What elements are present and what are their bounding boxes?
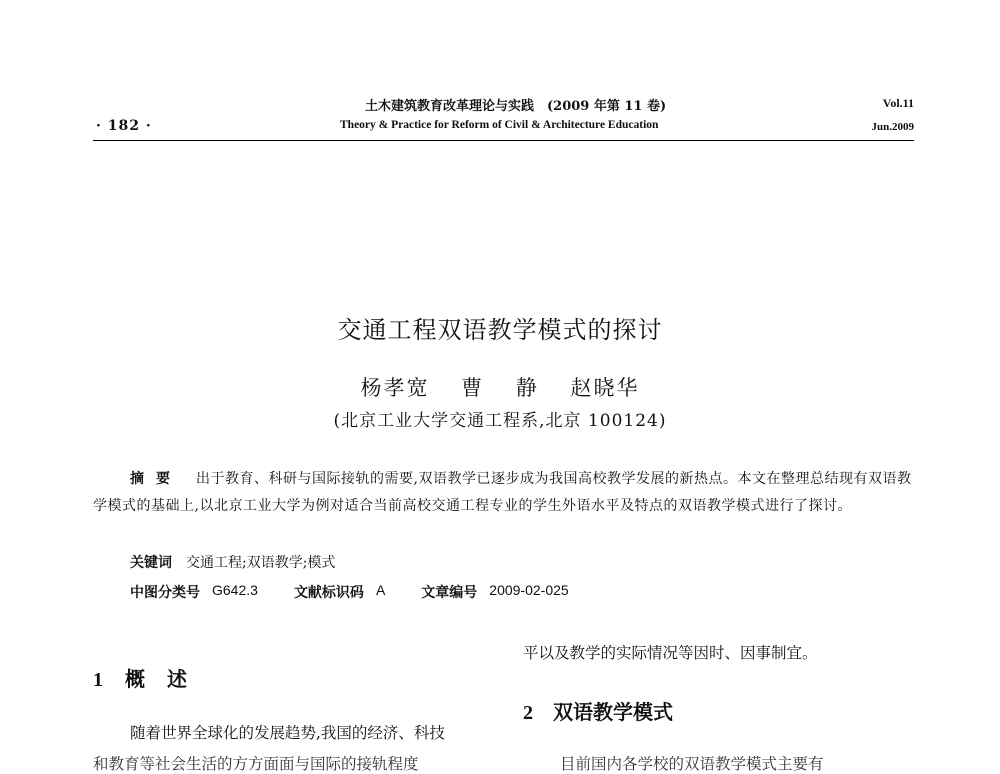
doc-code-label: 文献标识码: [293, 585, 364, 601]
volume-label: Vol.11: [882, 96, 914, 110]
keywords-line: [130, 552, 335, 572]
right-column-line: 平以及教学的实际情况等因时、因事制宜。: [523, 644, 818, 662]
author-list: 杨孝宽 曹 静 赵晓华: [360, 376, 640, 400]
affiliation: (北京工业大学交通工程系,北京 100124): [333, 411, 667, 431]
page-number: · 182 ·: [96, 118, 152, 134]
section-1-paragraph-line: 随着世界全球化的发展趋势,我国的经济、科技: [130, 724, 445, 742]
abstract-text: 出于教育、科研与国际接轨的需要,双语教学已逐步成为我国高校教学发展的新热点。本文在整理总结现有双语教学模式的基础上,以北京工业大学为例对适合当前高校交通工程专业的学生外语水平及特点的双语教学模式进行了探讨。: [93, 471, 912, 514]
keywords-label: 关键词: [130, 555, 172, 571]
section-1-title: 概述: [125, 667, 209, 691]
journal-title-en: Theory & Practice for Reform of Civil & Architecture Education: [340, 119, 659, 131]
issue-date: Jun.2009: [871, 121, 914, 133]
keywords-value: 交通工程;双语教学;模式: [186, 555, 336, 571]
abstract: [93, 466, 915, 520]
section-1-paragraph-line-partial: 和教育等社会生活的方方面面与国际的接轨程度: [93, 755, 419, 773]
header-rule: [93, 140, 914, 141]
section-1-heading: [93, 663, 209, 692]
journal-title-cn: 土木建筑教育改革理论与实践 (2009 年第 11 卷): [365, 99, 667, 114]
section-1-number: 1: [93, 669, 103, 691]
section-2-number: 2: [523, 702, 533, 724]
abstract-label: 摘要: [130, 471, 182, 487]
clc-label: 中图分类号: [130, 585, 200, 601]
doc-code-value: A: [375, 582, 386, 598]
clc-value: G642.3: [212, 582, 258, 598]
article-title: 交通工程双语教学模式的探讨: [337, 316, 663, 344]
section-2-title: 双语教学模式: [553, 700, 673, 724]
section-2-heading: [523, 696, 673, 725]
article-number-label: 文章编号: [421, 585, 478, 601]
article-number-value: 2009-02-025: [489, 582, 569, 598]
classification-row: [130, 582, 595, 602]
right-column-line-partial: 目前国内各学校的双语教学模式主要有: [560, 755, 824, 773]
